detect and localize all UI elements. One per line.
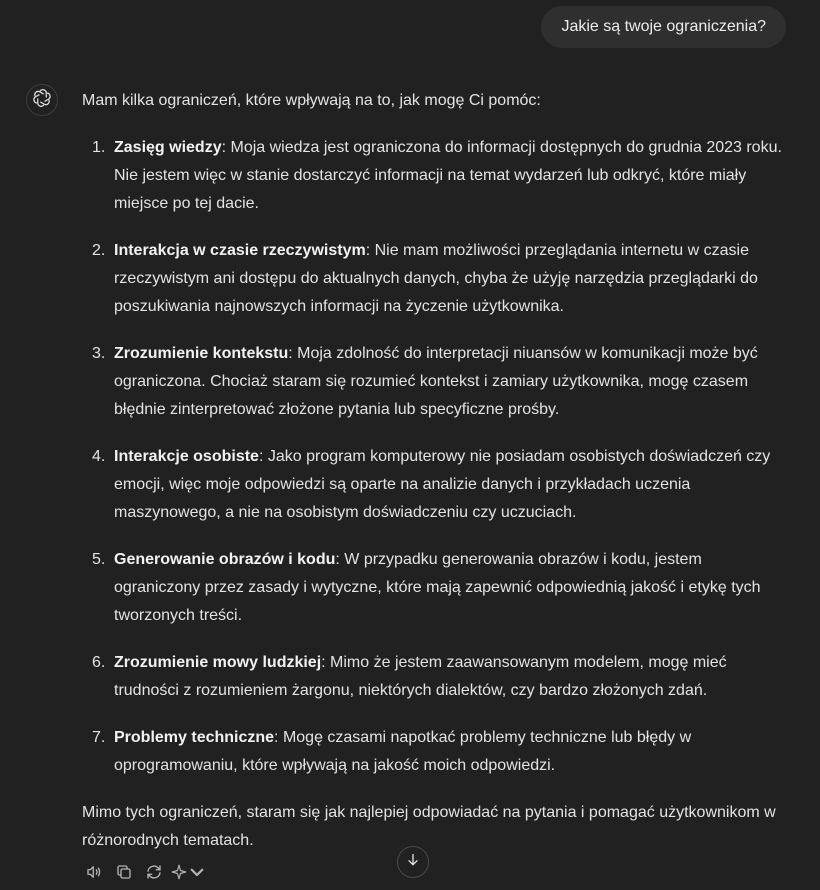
openai-logo-icon [32, 88, 52, 113]
assistant-outro: Mimo tych ograniczeń, staram się jak najlepiej odpowiadać na pytania i pomagać użytkownikom w różnorodnych tematach. [82, 804, 776, 849]
list-number: 1. [92, 139, 106, 156]
list-number: 5. [92, 551, 106, 568]
list-item [92, 340, 782, 424]
user-message-text: Jakie są twoje ograniczenia? [561, 18, 766, 35]
list-item-title: Problemy techniczne [114, 729, 275, 746]
list-item-title: Interakcje osobiste [114, 448, 259, 465]
scroll-to-bottom-button[interactable] [397, 846, 429, 878]
list-item [92, 649, 782, 705]
read-aloud-icon [85, 863, 103, 886]
list-number: 7. [92, 729, 106, 746]
list-item [92, 546, 782, 630]
list-number: 3. [92, 345, 106, 362]
list-item-text: : Mogę czasami napotkać problemy techniczne lub błędy w oprogramowaniu, które wpływają na jakość moich odpowiedzi. [114, 729, 692, 774]
copy-button[interactable] [114, 864, 134, 884]
assistant-intro: Mam kilka ograniczeń, które wpływają na to, jak mogę Ci pomóc: [82, 92, 541, 109]
chevron-down-icon [188, 863, 206, 886]
list-number: 4. [92, 448, 106, 465]
list-item-text: : Moja wiedza jest ograniczona do informacji dostępnych do grudnia 2023 roku. Nie jestem więc w stanie dostarczyć informacji na temat wydarzeń lub odkryć, które miały miejsce po tej dacie. [114, 139, 782, 212]
sparkle-model-icon [170, 863, 188, 886]
regenerate-button[interactable] [144, 864, 164, 884]
switch-model-button[interactable] [174, 864, 202, 884]
regenerate-icon [145, 863, 163, 886]
list-item [92, 724, 782, 780]
assistant-avatar [26, 84, 58, 116]
read-aloud-button[interactable] [84, 864, 104, 884]
copy-icon [115, 863, 133, 886]
list-item-text: : W przypadku generowania obrazów i kodu, jestem ograniczony przez zasady i wytyczne, które mają zapewnić odpowiednią jakość i etykę tych tworzonych treści. [114, 551, 761, 624]
list-item-title: Zrozumienie mowy ludzkiej [114, 654, 322, 671]
list-item-text: : Moja zdolność do interpretacji niuansów w komunikacji może być ograniczona. Chociaż staram się rozumieć kontekst i zamiary użytkownika, mogę czasem błędnie zinterpretować złożone pytania lub specyficzne prośby. [114, 345, 758, 418]
list-item-title: Zasięg wiedzy [114, 139, 222, 156]
limitations-list [82, 134, 782, 780]
list-number: 2. [92, 242, 106, 259]
list-item-text: : Nie mam możliwości przeglądania internetu w czasie rzeczywistym ani dostępu do aktualnych danych, chyba że użyję narzędzia przeglądarki do poszukiwania najnowszych informacji na życzenie użytkownika. [114, 242, 758, 315]
assistant-message [82, 87, 782, 855]
list-item-text: : Jako program komputerowy nie posiadam osobistych doświadczeń czy emocji, więc moje odpowiedzi są oparte na analizie danych i przykładach uczenia maszynowego, a nie na osobistym doświadczeniu czy uczuciach. [114, 448, 771, 521]
list-number: 6. [92, 654, 106, 671]
user-message-bubble [541, 6, 786, 48]
arrow-down-icon [405, 852, 421, 873]
list-item-title: Generowanie obrazów i kodu [114, 551, 336, 568]
list-item-title: Interakcja w czasie rzeczywistym [114, 242, 366, 259]
message-actions [84, 864, 202, 884]
list-item [92, 443, 782, 527]
list-item [92, 134, 782, 218]
list-item [92, 237, 782, 321]
list-item-title: Zrozumienie kontekstu [114, 345, 289, 362]
list-item-text: : Mimo że jestem zaawansowanym modelem, mogę mieć trudności z rozumieniem żargonu, niektórych dialektów, czy bardzo złożonych zdań. [114, 654, 727, 699]
